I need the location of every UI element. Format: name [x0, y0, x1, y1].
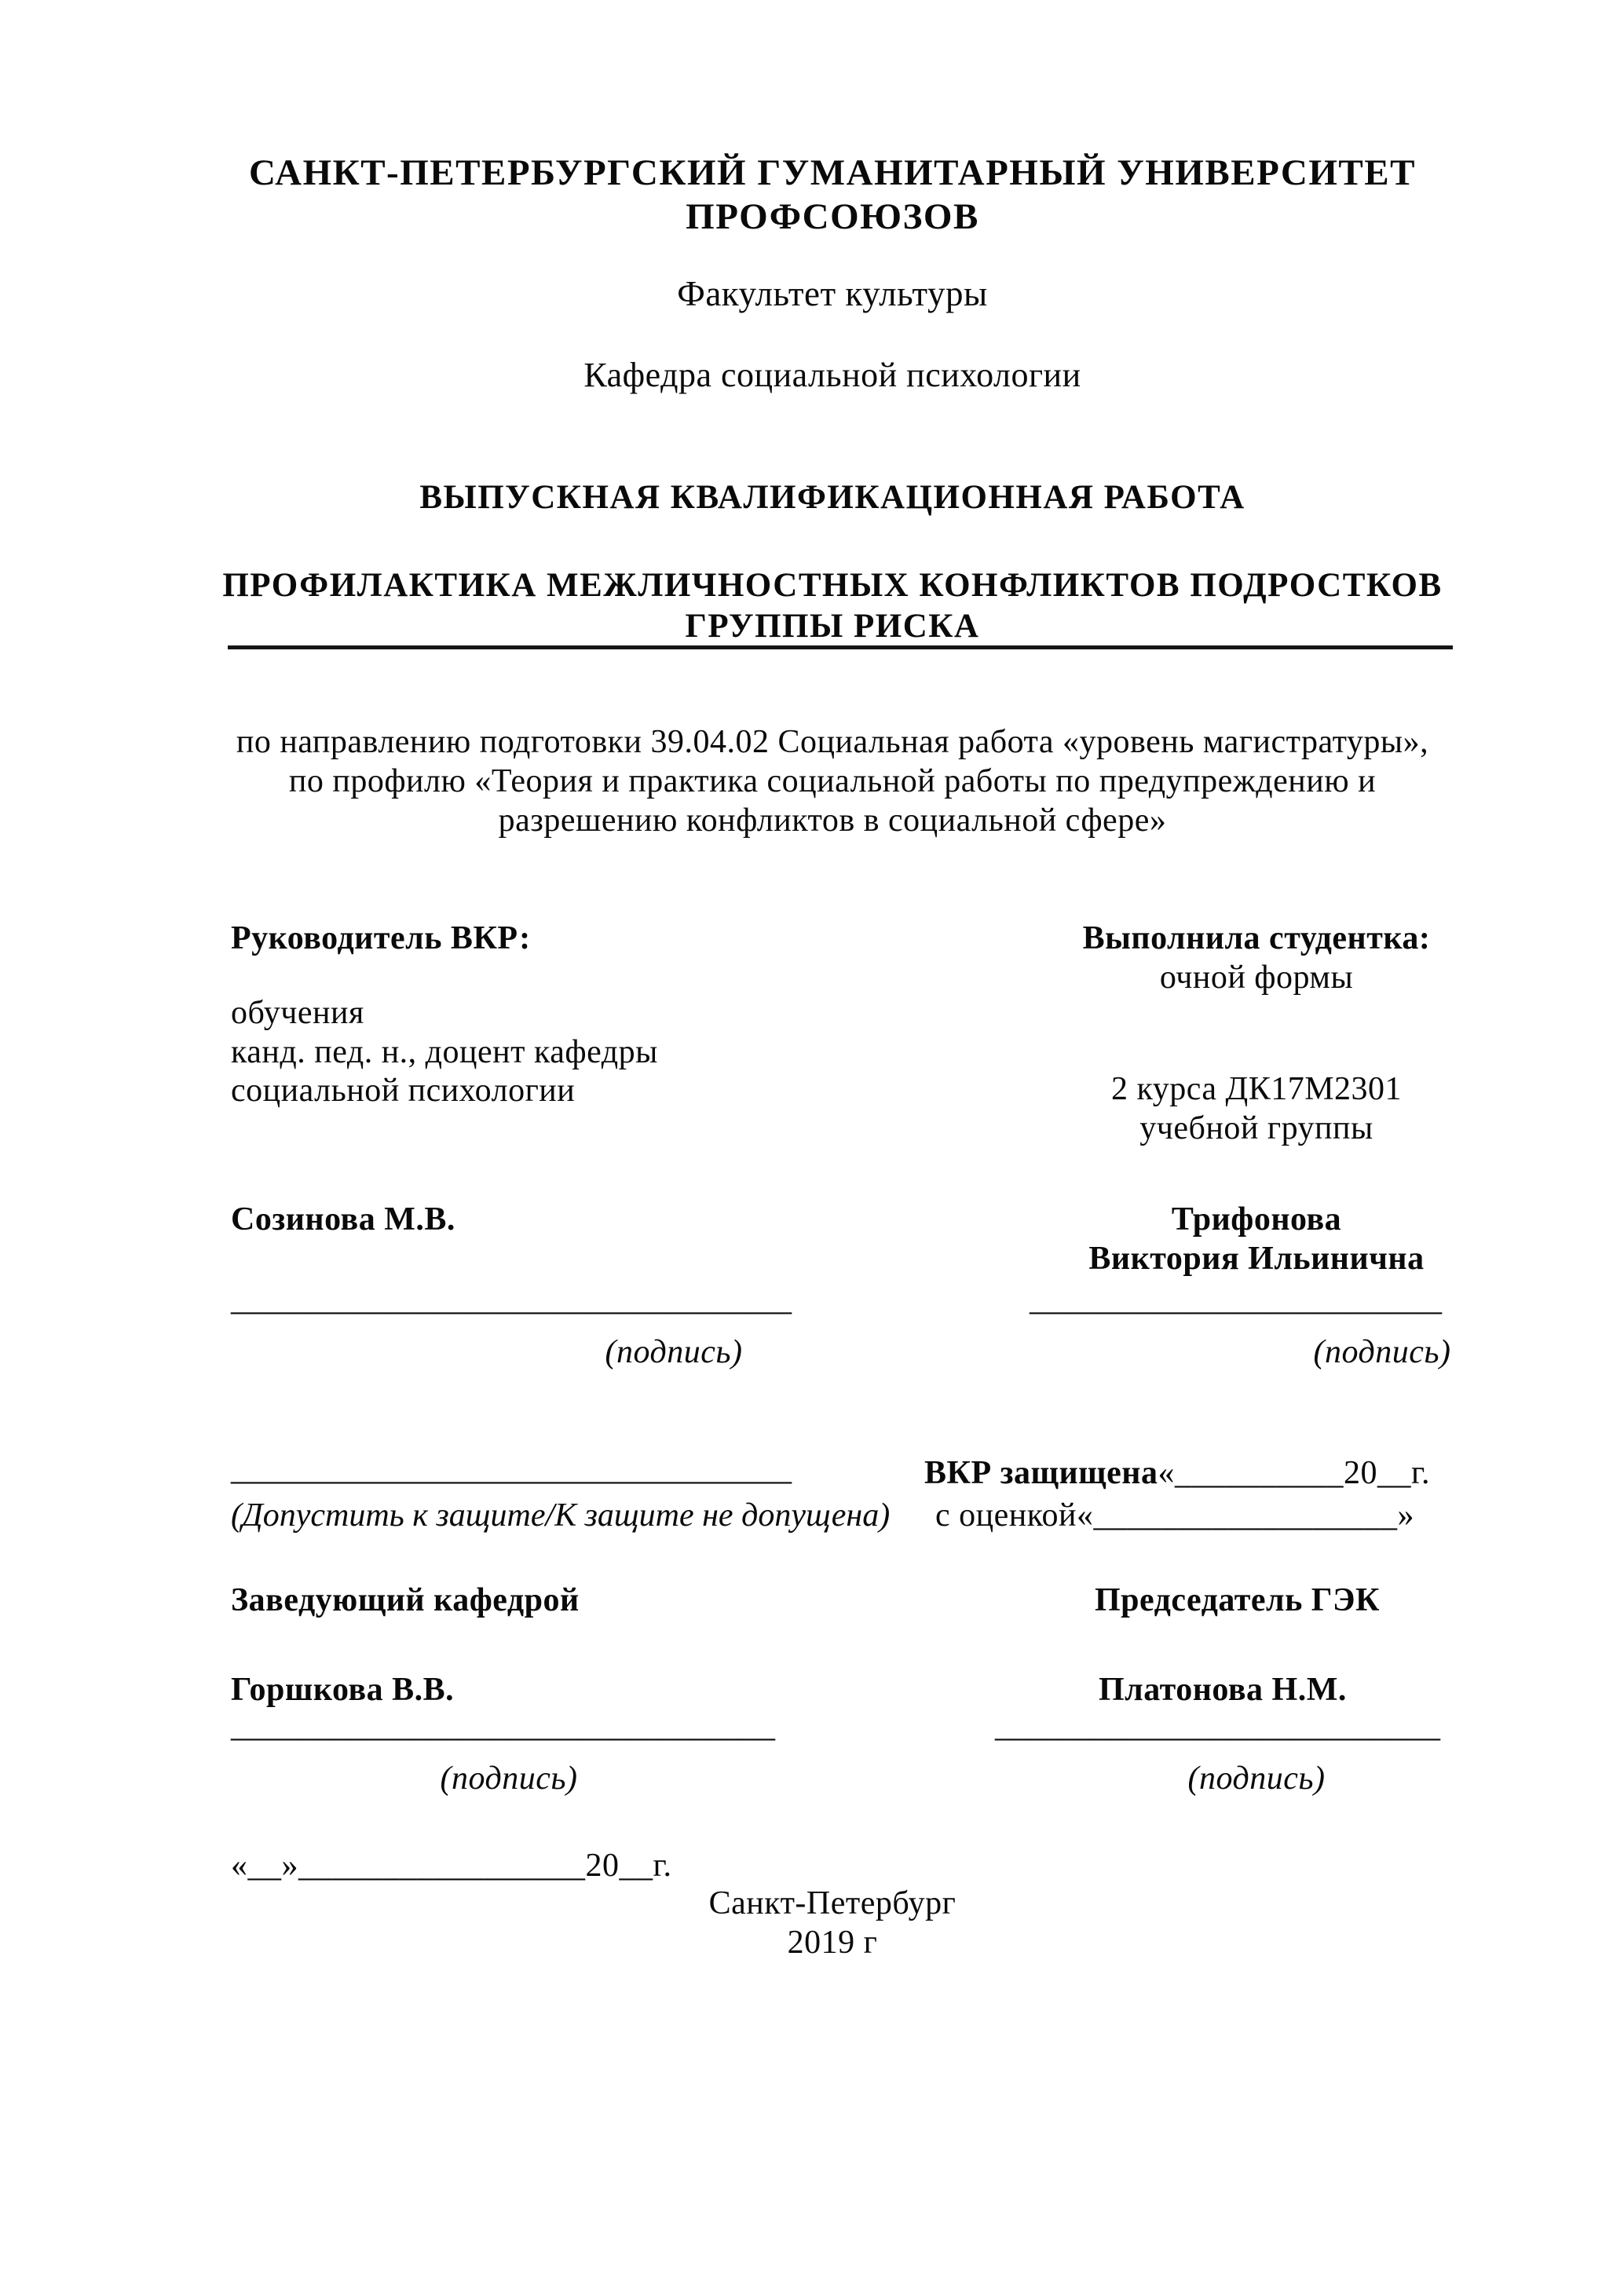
work-type: ВЫПУСКНАЯ КВАЛИФИКАЦИОННАЯ РАБОТА [419, 479, 1245, 516]
thesis-title-line1: ПРОФИЛАКТИКА МЕЖЛИЧНОСТНЫХ КОНФЛИКТОВ ПОДРОСТКОВ [222, 567, 1443, 604]
student-signature-caption: (подпись) [1313, 1334, 1451, 1370]
university-name-line1: САНКТ-ПЕТЕРБУРГСКИЙ ГУМАНИТАРНЫЙ УНИВЕРСИТЕТ [249, 152, 1416, 193]
student-study-form: очной формы [1159, 960, 1354, 996]
grade-blank-line: с оценкой«__________________» [935, 1497, 1414, 1534]
supervisor-degree: канд. пед. н., доцент кафедры [231, 1034, 658, 1070]
supervisor-label: Руководитель ВКР: [231, 920, 531, 956]
student-block [1044, 919, 1469, 997]
admission-blank-line: __________________________________ [231, 1451, 792, 1487]
date-blank: «__»_________________20__г. [231, 1848, 672, 1884]
city: Санкт-Петербург [708, 1885, 956, 1921]
head-of-chair-name: Горшкова В.В. [231, 1672, 455, 1708]
faculty-name: Факультет культуры [677, 274, 988, 313]
defended-line [924, 1453, 1430, 1493]
department-name: Кафедра социальной психологии [583, 356, 1081, 394]
gek-chairman-name: Платонова Н.М. [1099, 1672, 1347, 1708]
chair-signature-line: ___________________________ [995, 1708, 1440, 1744]
gek-chairman-title: Председатель ГЭК [1095, 1582, 1380, 1618]
head-signature-line: _________________________________ [231, 1708, 775, 1744]
student-label: Выполнила студентка: [1082, 920, 1431, 956]
student-name-line2: Виктория Ильинична [1088, 1241, 1425, 1277]
year: 2019 г [787, 1925, 878, 1961]
supervisor-signature-caption: (подпись) [605, 1334, 743, 1370]
student-name [1044, 1200, 1469, 1278]
university-name [157, 151, 1508, 239]
head-signature-caption: (подпись) [440, 1760, 578, 1797]
student-name-line1: Трифонова [1171, 1201, 1342, 1238]
thesis-title-line2: ГРУППЫ РИСКА [685, 608, 980, 645]
title-underline [228, 645, 1453, 649]
defended-blank: «__________20__г. [1158, 1455, 1430, 1491]
student-group-tail: учебной группы [1139, 1110, 1373, 1146]
admission-note: (Допустить к защите/К защите не допущена) [231, 1497, 891, 1534]
supervisor-signature-line: __________________________________ [231, 1281, 792, 1318]
student-group-block [1044, 1069, 1469, 1148]
program-line3: разрешению конфликтов в социальной сфере» [498, 803, 1167, 839]
student-course-group: 2 курса ДК17М2301 [1110, 1071, 1403, 1107]
chair-signature-caption: (подпись) [1187, 1760, 1326, 1797]
program-paragraph [157, 722, 1508, 840]
defended-label: ВКР защищена [924, 1455, 1158, 1491]
supervisor-name: Созинова М.В. [231, 1201, 455, 1238]
program-line1: по направлению подготовки 39.04.02 Социальная работа «уровень магистратуры», [236, 724, 1429, 760]
student-signature-line: _________________________ [1030, 1281, 1442, 1318]
university-name-line2: ПРОФСОЮЗОВ [686, 196, 979, 237]
thesis-title [157, 565, 1508, 647]
supervisor-chair: социальной психологии [231, 1073, 576, 1109]
head-of-chair-title: Заведующий кафедрой [231, 1582, 580, 1618]
program-line2: по профилю «Теория и практика социальной работы по предупреждению и [288, 763, 1377, 799]
supervisor-form-tail: обучения [231, 995, 364, 1031]
